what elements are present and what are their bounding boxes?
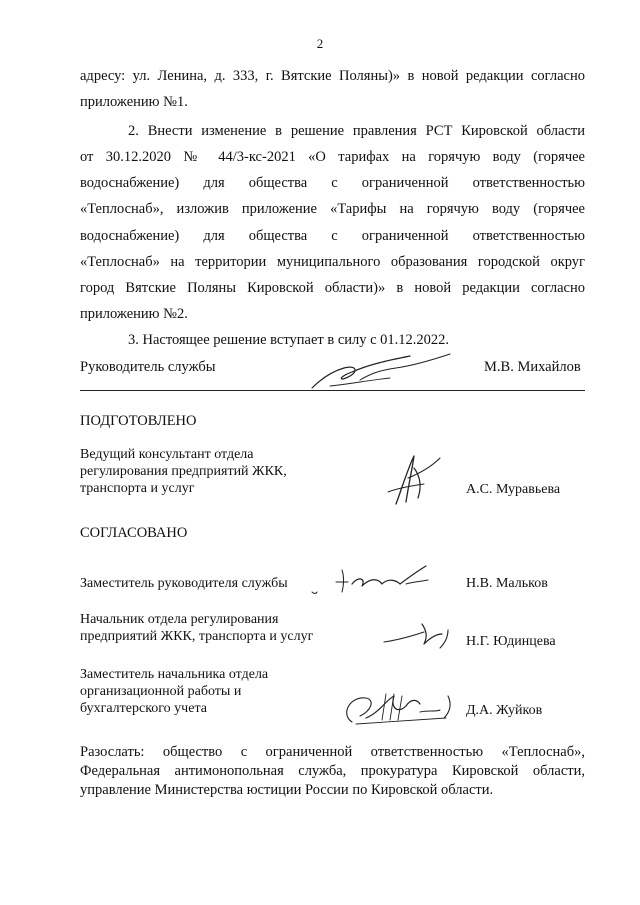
- agreed-signer-3-position-line-2: организационной работы и: [80, 684, 242, 699]
- agreed-heading: СОГЛАСОВАНО: [80, 525, 188, 541]
- agreed-signer-1-signature-image: [308, 562, 438, 602]
- prepared-name: А.С. Муравьева: [466, 482, 561, 497]
- agreed-signer-1-position: Заместитель руководителя службы: [80, 576, 288, 591]
- signature-divider: [80, 390, 585, 391]
- agreed-signer-2-name: Н.Г. Юдинцева: [466, 634, 556, 649]
- prepared-heading: ПОДГОТОВЛЕНО: [80, 413, 197, 429]
- paragraph-3: 3. Настоящее решение вступает в силу с 01.12.2022.: [128, 332, 450, 348]
- distribution-line-3: управление Министерства юстиции России по Кировской области.: [80, 782, 494, 798]
- paragraph-2-line-4: «Теплоснаб», изложив приложение «Тарифы на горячую воду (горячее: [80, 201, 585, 217]
- agreed-signer-2-position-line-1: Начальник отдела регулирования: [80, 612, 279, 627]
- paragraph-2-line-5: водоснабжение) для общества с ограниченной ответственностью: [80, 228, 585, 244]
- prepared-position-line-3: транспорта и услуг: [80, 481, 195, 496]
- distribution-line-1: Разослать: общество с ограниченной ответственностью «Теплоснаб»,: [80, 744, 585, 760]
- paragraph-2-line-1: 2. Внести изменение в решение правления РСТ Кировской области: [128, 123, 585, 139]
- paragraph-2-line-7: город Вятские Поляны Кировской области)» в новой редакции согласно: [80, 280, 585, 296]
- agreed-signer-3-position-line-3: бухгалтерского учета: [80, 701, 207, 716]
- paragraph-2-line-2: от 30.12.2020 № 44/3-кс-2021 «О тарифах на горячую воду (горячее: [80, 149, 585, 165]
- agreed-signer-3-position-line-1: Заместитель начальника отдела: [80, 667, 269, 682]
- paragraph-2-line-3: водоснабжение) для общества с ограниченной ответственностью: [80, 175, 585, 191]
- agreed-signer-3-signature-image: [336, 686, 462, 728]
- agreed-signer-3-name: Д.А. Жуйков: [466, 703, 543, 718]
- head-name: М.В. Михайлов: [484, 359, 581, 375]
- prepared-signature-image: [378, 448, 448, 510]
- prepared-position-line-1: Ведущий консультант отдела: [80, 447, 254, 462]
- head-signature-image: [300, 350, 460, 394]
- body-line-1: адресу: ул. Ленина, д. 333, г. Вятские Поляны)» в новой редакции согласно: [80, 68, 585, 84]
- body-line-2: приложению №1.: [80, 94, 188, 110]
- paragraph-2-line-8: приложению №2.: [80, 306, 188, 322]
- distribution-line-2: Федеральная антимонопольная служба, прокуратура Кировской области,: [80, 763, 585, 779]
- prepared-position-line-2: регулирования предприятий ЖКК,: [80, 464, 287, 479]
- agreed-signer-1-name: Н.В. Мальков: [466, 576, 548, 591]
- paragraph-2-line-6: «Теплоснаб» на территории муниципального образования городской округ: [80, 254, 585, 270]
- agreed-signer-2-signature-image: [378, 612, 468, 652]
- agreed-signer-2-position-line-2: предприятий ЖКК, транспорта и услуг: [80, 629, 314, 644]
- head-title: Руководитель службы: [80, 359, 216, 375]
- page-number: 2: [316, 36, 324, 51]
